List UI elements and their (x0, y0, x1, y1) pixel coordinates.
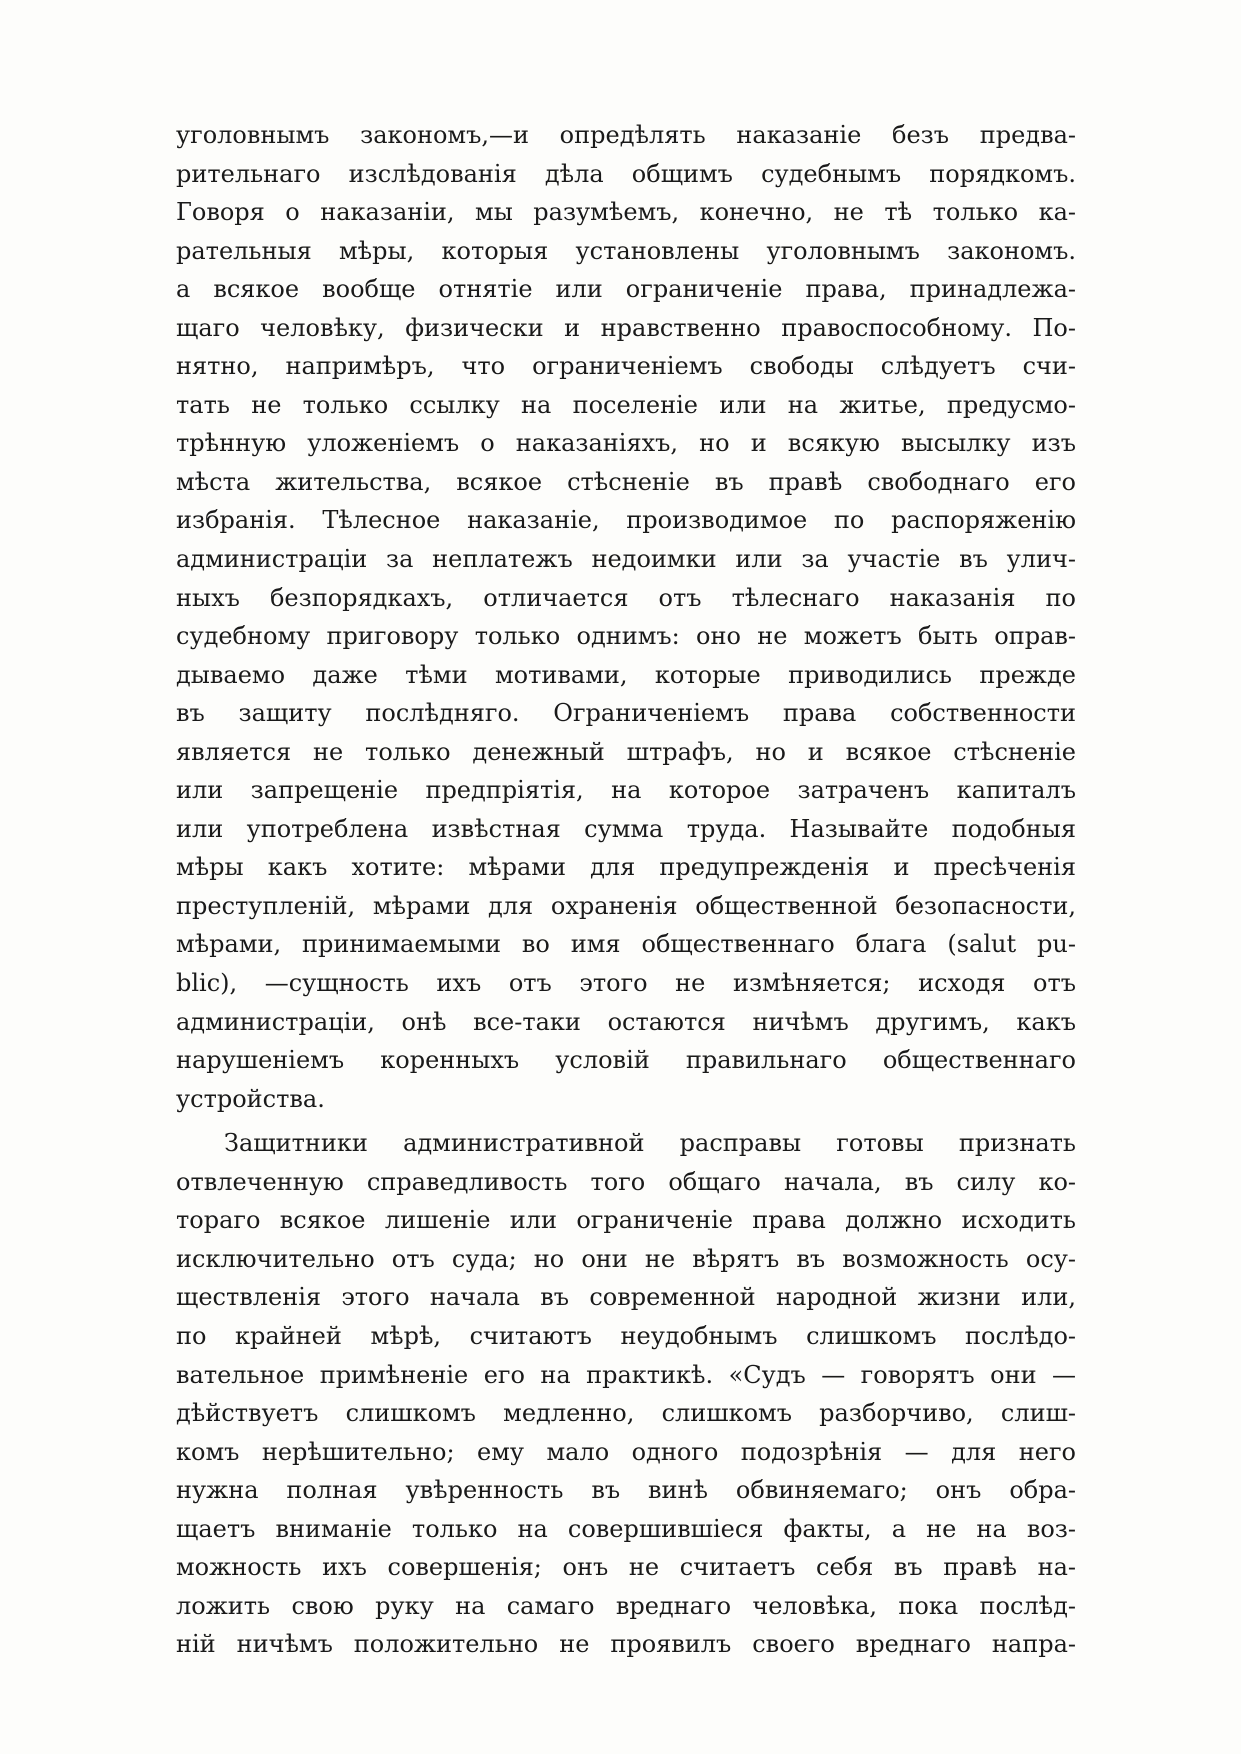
text-line: щаго человѣку, физически и нравственно правоспособному. По- (176, 313, 1076, 342)
paragraph-2 (176, 1124, 1076, 1664)
text-line: является не только денежный штрафъ, но и всякое стѣсненіе (176, 737, 1076, 766)
text-line: нарушеніемъ коренныхъ условій правильнаго общественнаго (176, 1046, 1076, 1075)
text-line: ній ничѣмъ положительно не проявилъ своего вреднаго напра- (176, 1630, 1076, 1659)
text-line: исключительно отъ суда; но они не вѣрятъ въ возможность осу- (176, 1244, 1076, 1273)
text-line: а всякое вообще отнятіе или ограниченіе права, принадлежа- (176, 275, 1076, 304)
text-line: комъ нерѣшительно; ему мало одного подозрѣнія — для него (176, 1437, 1076, 1466)
text-line: дываемо даже тѣми мотивами, которые приводились прежде (176, 660, 1076, 689)
text-line: нужна полная увѣренность въ винѣ обвиняемаго; онъ обра- (176, 1476, 1076, 1505)
text-line: въ защиту послѣдняго. Ограниченіемъ права собственности (176, 699, 1076, 728)
text-line: или запрещеніе предпріятія, на которое затраченъ капиталъ (176, 776, 1076, 805)
text-line: нятно, напримѣръ, что ограниченіемъ свободы слѣдуетъ счи- (176, 352, 1076, 381)
text-line: рительнаго изслѣдованія дѣла общимъ судебнымъ порядкомъ. (176, 159, 1076, 188)
text-line: устройства. (176, 1084, 325, 1113)
text-line: тать не только ссылку на поселеніе или на житье, предусмо- (176, 390, 1076, 419)
text-line: Говоря о наказаніи, мы разумѣемъ, конечно, не тѣ только ка- (176, 198, 1076, 227)
text-line: мѣста жительства, всякое стѣсненіе въ правѣ свободнаго его (176, 467, 1076, 496)
text-line: по крайней мѣрѣ, считаютъ неудобнымъ слишкомъ послѣдо- (176, 1321, 1076, 1350)
text-line: или употреблена извѣстная сумма труда. Называйте подобныя (176, 814, 1076, 843)
text-line: уголовнымъ закономъ,—и опредѣлять наказаніе безъ предва- (176, 121, 1076, 149)
text-line: избранія. Тѣлесное наказаніе, производимое по распоряженію (176, 506, 1076, 535)
text-line: blic), —сущность ихъ отъ этого не измѣняется; исходя отъ (176, 969, 1076, 998)
page-text (176, 116, 1076, 1664)
text-line: отвлеченную справедливость того общаго начала, въ силу ко- (176, 1167, 1076, 1196)
text-line: преступленій, мѣрами для охраненія общественной безопасности, (176, 891, 1076, 920)
text-line: рательныя мѣры, которыя установлены уголовнымъ закономъ. (176, 236, 1076, 265)
text-line: мѣры какъ хотите: мѣрами для предупрежденія и пресѣченія (176, 853, 1076, 882)
text-line: трѣнную уложеніемъ о наказаніяхъ, но и всякую высылку изъ (176, 429, 1076, 458)
text-line: администраціи, онѣ все-таки остаются ничѣмъ другимъ, какъ (176, 1007, 1076, 1036)
text-line: судебному приговору только однимъ: оно не можетъ быть оправ- (176, 622, 1076, 651)
text-line: ныхъ безпорядкахъ, отличается отъ тѣлеснаго наказанія по (176, 583, 1076, 612)
text-line: ложить свою руку на самаго вреднаго человѣка, пока послѣд- (176, 1591, 1076, 1620)
text-line: администраціи за неплатежъ недоимки или за участіе въ улич- (176, 545, 1076, 574)
text-line: щаетъ вниманіе только на совершившіеся факты, а не на воз- (176, 1514, 1076, 1543)
text-line: можность ихъ совершенія; онъ не считаетъ себя въ правѣ на- (176, 1553, 1076, 1582)
text-line: вательное примѣненіе его на практикѣ. «Судъ — говорятъ они — (176, 1360, 1076, 1389)
paragraph-1 (176, 116, 1076, 1118)
text-line: мѣрами, принимаемыми во имя общественнаго блага (salut pu- (176, 930, 1076, 959)
text-line: дѣйствуетъ слишкомъ медленно, слишкомъ разборчиво, слиш- (176, 1399, 1076, 1428)
text-line: тораго всякое лишеніе или ограниченіе права должно исходить (176, 1206, 1076, 1235)
text-line: Защитники административной расправы готовы признать (224, 1129, 1076, 1158)
text-line: ществленія этого начала въ современной народной жизни или, (176, 1283, 1076, 1312)
